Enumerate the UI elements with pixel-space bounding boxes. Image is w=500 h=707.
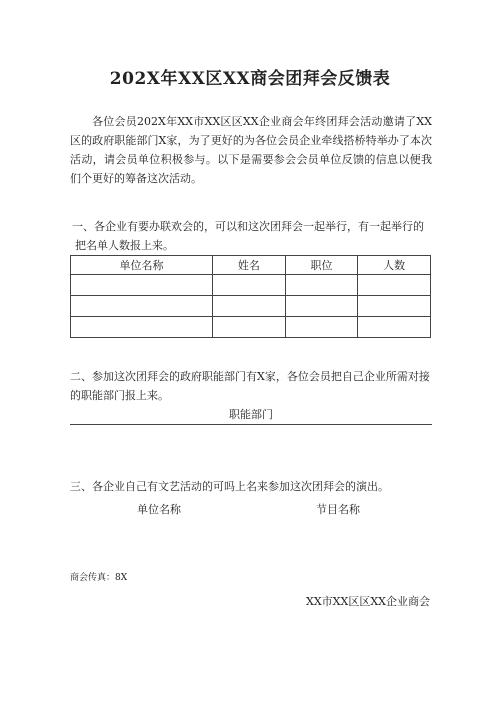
table-cell[interactable] xyxy=(71,296,213,317)
section-2-text: 二、参加这次团拜会的政府职能部门有X家，各位会员把自己企业所需对接的职能部门报上来。 xyxy=(70,370,430,402)
table-row xyxy=(71,275,431,296)
department-field-label: 职能部门 xyxy=(229,408,273,421)
table-cell[interactable] xyxy=(213,317,286,338)
fax-line: 商会传真：8X xyxy=(70,573,128,583)
unit-name-label: 单位名称 xyxy=(137,503,181,516)
header-position: 职位 xyxy=(285,256,358,275)
header-count: 人数 xyxy=(358,256,431,275)
document-title: 202X年XX区XX商会团拜会反馈表 xyxy=(109,69,391,89)
section-1-line-1: 一、各企业有要办联欢会的，可以和这次团拜会一起举行，有一起举行的 xyxy=(72,220,424,233)
table-header-row xyxy=(71,256,431,275)
header-name: 姓名 xyxy=(213,256,286,275)
table-cell[interactable] xyxy=(213,275,286,296)
table-cell[interactable] xyxy=(71,317,213,338)
table-cell[interactable] xyxy=(358,275,431,296)
table-cell[interactable] xyxy=(285,275,358,296)
table-cell[interactable] xyxy=(285,317,358,338)
signature: XX市XX区区XX企业商会 xyxy=(306,595,430,608)
table-cell[interactable] xyxy=(358,317,431,338)
table-cell[interactable] xyxy=(213,296,286,317)
section-3-text: 三、各企业自己有文艺活动的可吗上名来参加这次团拜会的演出。 xyxy=(70,480,389,493)
attendee-table xyxy=(70,255,431,338)
program-name-label: 节目名称 xyxy=(316,503,360,516)
section-1 xyxy=(70,217,432,255)
table-cell[interactable] xyxy=(285,296,358,317)
header-unit-name: 单位名称 xyxy=(71,256,213,275)
section-1-line-2: 把名单人数报上来。 xyxy=(75,239,174,252)
table-cell[interactable] xyxy=(358,296,431,317)
table-row xyxy=(71,296,431,317)
department-field-line[interactable] xyxy=(70,424,432,425)
table-cell[interactable] xyxy=(71,275,213,296)
table-row xyxy=(71,317,431,338)
intro-paragraph: 各位会员202X年XX市XX区区XX企业商会年终团拜会活动邀请了XX区的政府职能部门X家，为了更好的为各位会员企业牵线搭桥特举办了本次活动，请会员单位积极参与。以下是需要参会会员单位反馈的信息以便我们个更好的筹备这次活动。 xyxy=(70,115,432,185)
